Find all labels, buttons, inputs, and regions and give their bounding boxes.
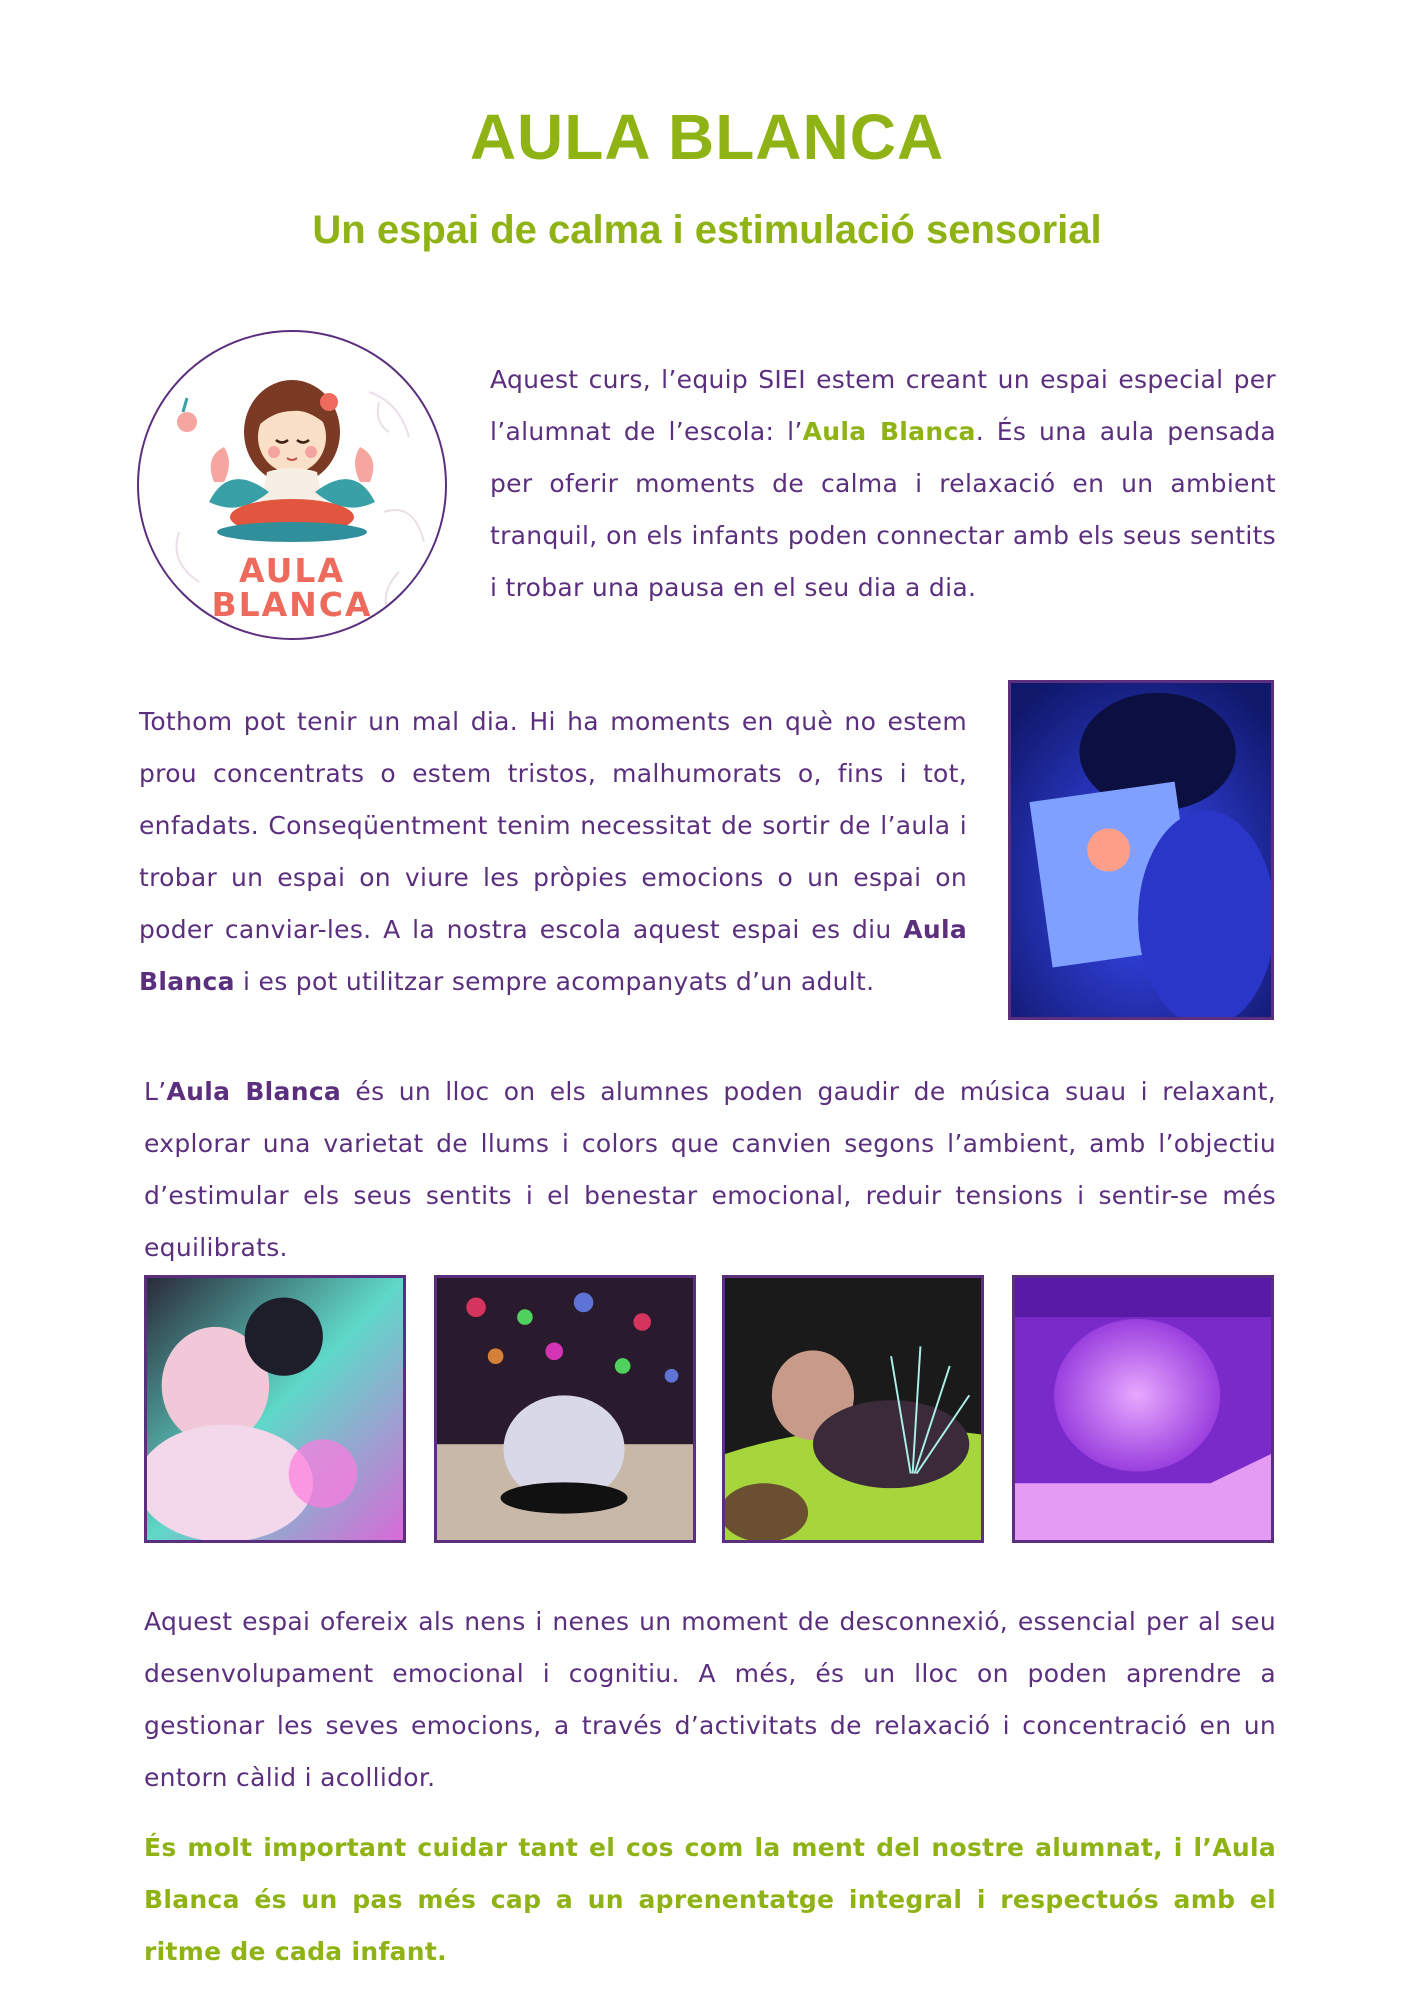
photo-children-lights [144,1275,406,1543]
third-paragraph [144,1066,1276,1274]
intro-text-2: . És una aula pensada per oferir moments de calma i relaxació en un ambient tranquil, on els infants poden connectar amb els seus sentits i trobar una pausa en el seu dia a dia. [490,417,1276,602]
closing-paragraph: És molt important cuidar tant el cos com la ment del nostre alumnat, i l’Aula Blanca és un pas més cap a un aprenentatge integral i respectuós amb el ritme de cada infant. [144,1833,1276,1966]
third-text-2: és un lloc on els alumnes poden gaudir de música suau i relaxant, explorar una varietat de llums i colors que canvien segons l’ambient, amb l’objectiu d’estimular els seus sentits i el benestar emocional, reduir tensions i sentir-se més equilibrats. [144,1077,1276,1262]
aula-blanca-logo [137,330,447,640]
second-text-2: i es pot utilitzar sempre acompanyats d’un adult. [234,967,875,996]
third-prefix: L’ [144,1077,167,1106]
photo-disco-ball [434,1275,696,1543]
intro-highlight: Aula Blanca [802,417,976,446]
second-paragraph [139,696,967,1008]
second-text-1: Tothom pot tenir un mal dia. Hi ha moments en què no estem prou concentrats o estem tristos, malhumorats o, fins i tot, enfadats. Conseqüentment tenim necessitat de sortir de l’aula i trobar un espai on viure les pròpies emocions o un espai on poder canviar-les. A la nostra escola aquest espai es diu [139,707,967,944]
photo-glowing-lamp [1012,1275,1274,1543]
photo-child-resting [722,1275,984,1543]
page-subtitle: Un espai de calma i estimulació sensorial [312,208,1102,252]
photo-child-reading [1008,680,1274,1020]
third-bold: Aula Blanca [166,1077,342,1106]
page-title: AULA BLANCA [469,101,945,173]
second-bold: Aula Blanca [139,915,967,996]
logo-text-line2: BLANCA [211,585,373,624]
intro-text-1: Aquest curs, l’equip SIEI estem creant un espai especial per l’alumnat de l’escola: l’ [490,365,1276,446]
logo-text-line1: AULA [239,551,345,590]
fourth-paragraph: Aquest espai ofereix als nens i nenes un moment de desconnexió, essencial per al seu desenvolupament emocional i cognitiu. A més, és un lloc on poden aprendre a gestionar les seves emocions, a través d’activitats de relaxació i concentració en un entorn càlid i acollidor. [144,1607,1276,1792]
intro-paragraph [490,354,1276,614]
